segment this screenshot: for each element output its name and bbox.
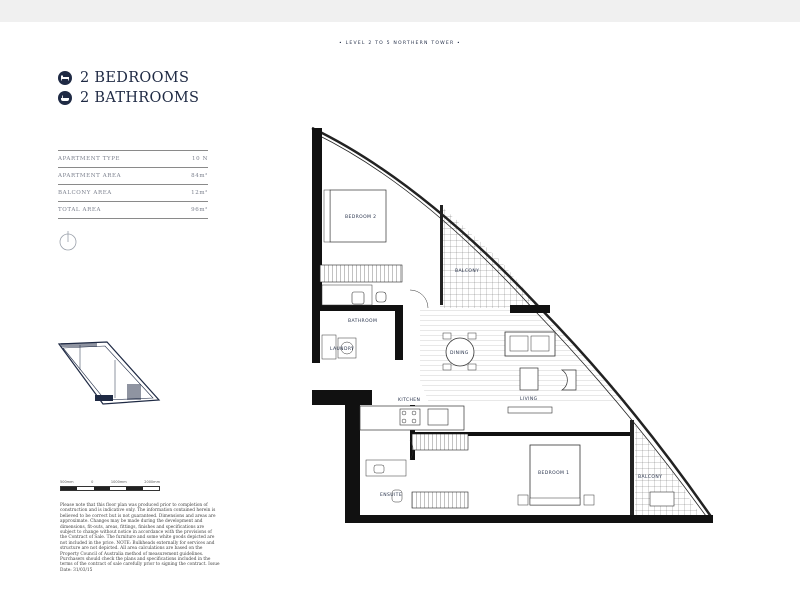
compass-icon bbox=[58, 230, 78, 256]
room-label: KITCHEN bbox=[398, 398, 421, 403]
floor-plan bbox=[300, 120, 720, 534]
bed-icon bbox=[58, 71, 72, 85]
bedrooms-summary bbox=[58, 70, 189, 86]
top-bar bbox=[0, 0, 800, 22]
area-table bbox=[58, 150, 208, 219]
area-row: TOTAL AREA 96m² bbox=[58, 202, 208, 219]
scale-label: 2000mm bbox=[144, 480, 160, 484]
room-label: ENSUITE bbox=[380, 493, 403, 498]
room-label: LAUNDRY bbox=[330, 347, 355, 352]
bathrooms-label: 2 BATHROOMS bbox=[80, 90, 200, 106]
area-row: BALCONY AREA 12m² bbox=[58, 185, 208, 202]
scale-label: 1000mm bbox=[110, 480, 127, 484]
key-plan bbox=[55, 340, 165, 414]
room-label: LIVING bbox=[520, 397, 538, 402]
area-row: APARTMENT AREA 84m² bbox=[58, 168, 208, 185]
disclaimer-text: Please note that this floor plan was produced prior to completion of construction and is indicative only. The information contained herein is believed to be correct but is not guaranteed. Dimensions and areas are approximate. Changes may be made during the development and dimensions, fit-outs, areas, fittings, finishes and specifications are subject to change without notice in accordance with the provisions of the Contract of Sale. The furniture and some white goods depicted are not included in the price. NOTE: Bulkheads externally for services and structure are not depicted. All area calculations are based on the Property Council of Australia method of measurement guidelines. Purchasers should check the plans and specifications included in the terms of the contract of sale carefully prior to signing the contract. Issue Date: 31/03/15 bbox=[60, 503, 220, 573]
room-label: BATHROOM bbox=[348, 319, 378, 324]
area-row: APARTMENT TYPE 10 N bbox=[58, 150, 208, 168]
room-label: BEDROOM 2 bbox=[345, 215, 377, 220]
room-label: BALCONY bbox=[455, 269, 480, 274]
room-label: DINING bbox=[450, 351, 469, 356]
scale-label: 500mm bbox=[60, 480, 74, 484]
bedrooms-label: 2 BEDROOMS bbox=[80, 70, 190, 86]
tower-label: • LEVEL 2 TO 5 NORTHERN TOWER • bbox=[339, 41, 461, 46]
scale-bar bbox=[60, 480, 160, 491]
bath-icon bbox=[58, 91, 72, 105]
bathrooms-summary bbox=[58, 90, 199, 106]
room-label: BEDROOM 1 bbox=[538, 471, 570, 476]
scale-label: 0 bbox=[91, 480, 94, 484]
room-label: BALCONY bbox=[638, 475, 663, 480]
